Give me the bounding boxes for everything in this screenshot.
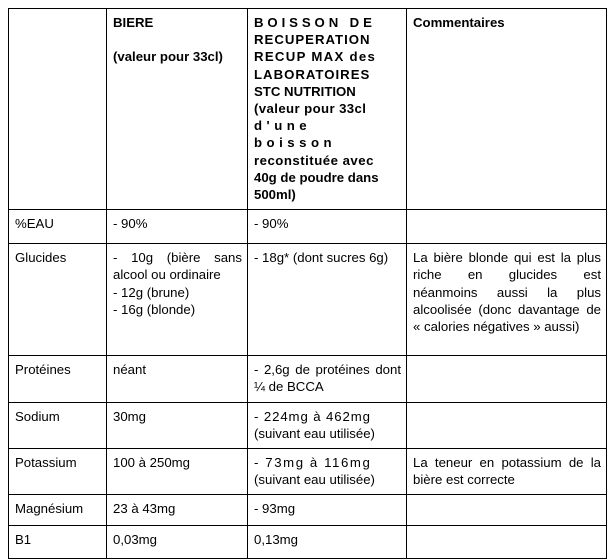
biere-value: néant: [107, 356, 248, 402]
header-boisson-line: 40g de poudre dans: [254, 169, 379, 185]
header-boisson-line: BOISSON DE: [254, 15, 376, 30]
row-label: Protéines: [9, 356, 107, 402]
biere-value: 100 à 250mg: [107, 449, 248, 495]
header-boisson-line: 500ml): [254, 187, 296, 203]
header-row: [9, 9, 607, 210]
row-proteines: [9, 356, 607, 402]
header-boisson-line: (valeur pour 33cl: [254, 101, 367, 117]
biere-value: 0,03mg: [107, 526, 248, 559]
comment-value: La bière blonde qui est la plus riche en glucides est néanmoins aussi la plus alcoolisée (donc davantage de « calories négatives » aussi): [407, 244, 607, 356]
boisson-value: - 2,6g de protéines dont ¼ de BCCA: [248, 356, 407, 402]
boisson-value: 0,13mg: [248, 526, 407, 559]
header-boisson-line: RECUP MAX des: [254, 49, 377, 65]
row-b1: [9, 526, 607, 559]
comment-value: La teneur en potassium de la bière est correcte: [407, 449, 607, 495]
boisson-value: [248, 402, 407, 448]
comment-value: [407, 210, 607, 244]
row-label: Potassium: [9, 449, 107, 495]
comparison-table: [8, 8, 607, 559]
biere-value-line: - 12g (brune): [113, 284, 190, 300]
boisson-value: - 90%: [248, 210, 407, 244]
boisson-value: [248, 449, 407, 495]
header-boisson-line: reconstituée avec: [254, 152, 374, 168]
boisson-value: - 93mg: [248, 495, 407, 526]
header-biere-subtitle: (valeur pour 33cl): [113, 49, 223, 65]
row-label: B1: [9, 526, 107, 559]
boisson-value: - 18g* (dont sucres 6g): [248, 244, 407, 356]
header-commentaires-cell: Commentaires: [407, 9, 607, 210]
header-biere-title: BIERE: [113, 15, 154, 30]
comment-value: [407, 495, 607, 526]
header-boisson-cell: [248, 9, 407, 210]
biere-value-line: - 16g (blonde): [113, 301, 196, 317]
boisson-value-line: - 224mg à 462mg: [254, 408, 371, 424]
biere-value: - 90%: [107, 210, 248, 244]
header-boisson-line: STC NUTRITION: [254, 83, 356, 99]
boisson-value-line: - 73mg à 116mg: [254, 455, 372, 471]
row-glucides: [9, 244, 607, 356]
biere-value: 30mg: [107, 402, 248, 448]
comment-value: [407, 402, 607, 448]
biere-value: [107, 244, 248, 356]
row-magnesium: [9, 495, 607, 526]
header-boisson-line: LABORATOIRES: [254, 66, 371, 82]
header-biere-cell: [107, 9, 248, 210]
row-label: Sodium: [9, 402, 107, 448]
row-label: %EAU: [9, 210, 107, 244]
row-sodium: [9, 402, 607, 448]
row-potassium: [9, 449, 607, 495]
header-boisson-line: d'une boisson: [254, 118, 337, 151]
comment-value: [407, 356, 607, 402]
row-label: Glucides: [9, 244, 107, 356]
boisson-value-line: (suivant eau utilisée): [254, 472, 375, 488]
row-label: Magnésium: [9, 495, 107, 526]
biere-value-line: - 10g (bière sans alcool ou ordinaire: [113, 250, 242, 283]
header-boisson-line: RECUPERATION: [254, 32, 371, 48]
comment-value: [407, 526, 607, 559]
header-empty-cell: [9, 9, 107, 210]
boisson-value-line: (suivant eau utilisée): [254, 425, 375, 441]
biere-value: 23 à 43mg: [107, 495, 248, 526]
row-eau: [9, 210, 607, 244]
